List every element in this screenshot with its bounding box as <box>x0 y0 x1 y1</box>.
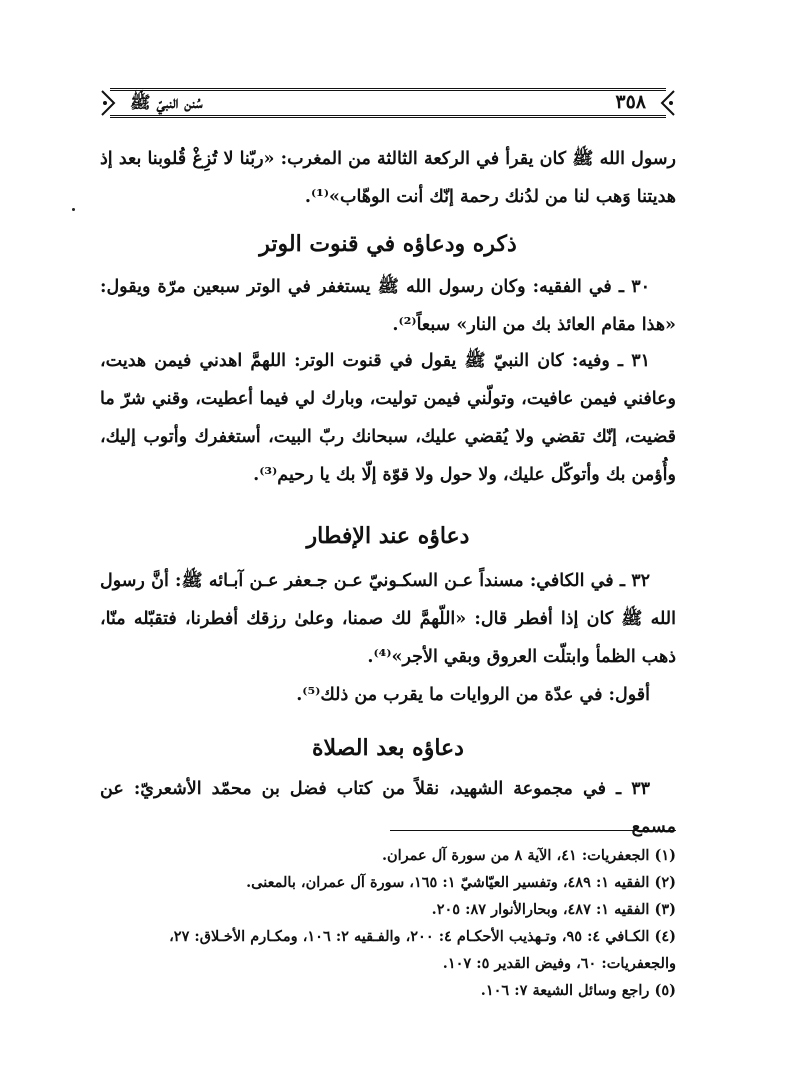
section-heading-iftar: دعاؤه عند الإفطار <box>306 523 470 549</box>
running-title: سُنن النبيّ ﷺ <box>130 93 203 113</box>
section-heading-salat: دعاؤه بعد الصلاة <box>312 735 464 761</box>
ornament-icon <box>100 90 118 116</box>
paragraph-31: ٣١ ـ وفيه: كان النبيّ ﷺ يقول في قنوت الوتر: اللهمَّ اهدني فيمن هديت، وعافني فيمن عافيت، وتولّني فيمن توليت، وبارك لي فيما أعطيت، وقني شرّ ما قضيت، إنّك تقضي ولا يُقضي عليك، سبحانك ربّ البيت، أستغفرك وأتوب إليك، وأُؤمن بك وأتوكّل عليك، ولا حول ولا قوّة إلّا بك يا رحيم⁽³⁾. <box>100 351 676 485</box>
footnote-item: (٥) راجع وسائل الشيعة ٧: ١٠٦. <box>480 982 676 999</box>
footnote-item: (٢) الفقيه ١: ٤٨٩، وتفسير العيّاشيّ ١: ١٦٥، سورة آل عمران، بالمعنى. <box>246 874 676 891</box>
footnote-divider <box>390 830 676 831</box>
page-number: ٣٥٨ <box>615 91 646 113</box>
ornament-icon <box>658 90 676 116</box>
paragraph-32: ٣٢ ـ في الكافي: مسنداً عـن السكـونيّ عـن جـعفر عـن آبـائه ﷺ: أنَّ رسول الله ﷺ كان إذا أفطر قال: «اللّهمَّ لك صمنا، وعلىٰ رزقك أفطرنا، فتقبّله منّا، ذهب الظمأ وابتلّت العروق وبقي الأجر»⁽⁴⁾. <box>100 571 676 667</box>
paragraph-continued: رسول الله ﷺ كان يقرأ في الركعة الثالثة من المغرب: «ربّنا لا تُزِغْ قُلوبنا بعد إذ هديتنا وَهب لنا من لدُنك رحمة إنّك أنت الوهّاب»⁽¹⁾. <box>100 149 676 207</box>
running-header <box>100 88 676 118</box>
footnotes <box>100 842 676 1004</box>
stray-dot <box>72 208 75 211</box>
footnote-item: (٣) الفقيه ١: ٤٨٧، وبحارالأنوار ٨٧: ٢٠٥. <box>431 901 676 918</box>
author-note: أقول: في عدّة من الروايات ما يقرب من ذلك⁽⁵⁾. <box>296 685 650 705</box>
footnote-item: (١) الجعفريات: ٤١، الآية ٨ من سورة آل عمران. <box>381 847 676 864</box>
footnote-item: (٤) الكـافي ٤: ٩٥، وتـهذيب الأحكـام ٤: ٢٠٠، والفـقيه ٢: ١٠٦، ومكـارم الأخـلاق: ٢٧، والجعفريات: ٦٠، وفيض القدير ٥: ١٠٧. <box>169 928 676 972</box>
paragraph-30: ٣٠ ـ في الفقيه: وكان رسول الله ﷺ يستغفر في الوتر سبعين مرّة ويقول: «هذا مقام العائذ بك من النار» سبعاً⁽²⁾. <box>100 277 676 335</box>
paragraph-33: ٣٣ ـ في مجموعة الشهيد، نقلاً من كتاب فضل بن محمّد الأشعريّ: عن مسمع <box>100 779 676 837</box>
section-heading-witr: ذكره ودعاؤه في قنوت الوتر <box>259 231 517 257</box>
